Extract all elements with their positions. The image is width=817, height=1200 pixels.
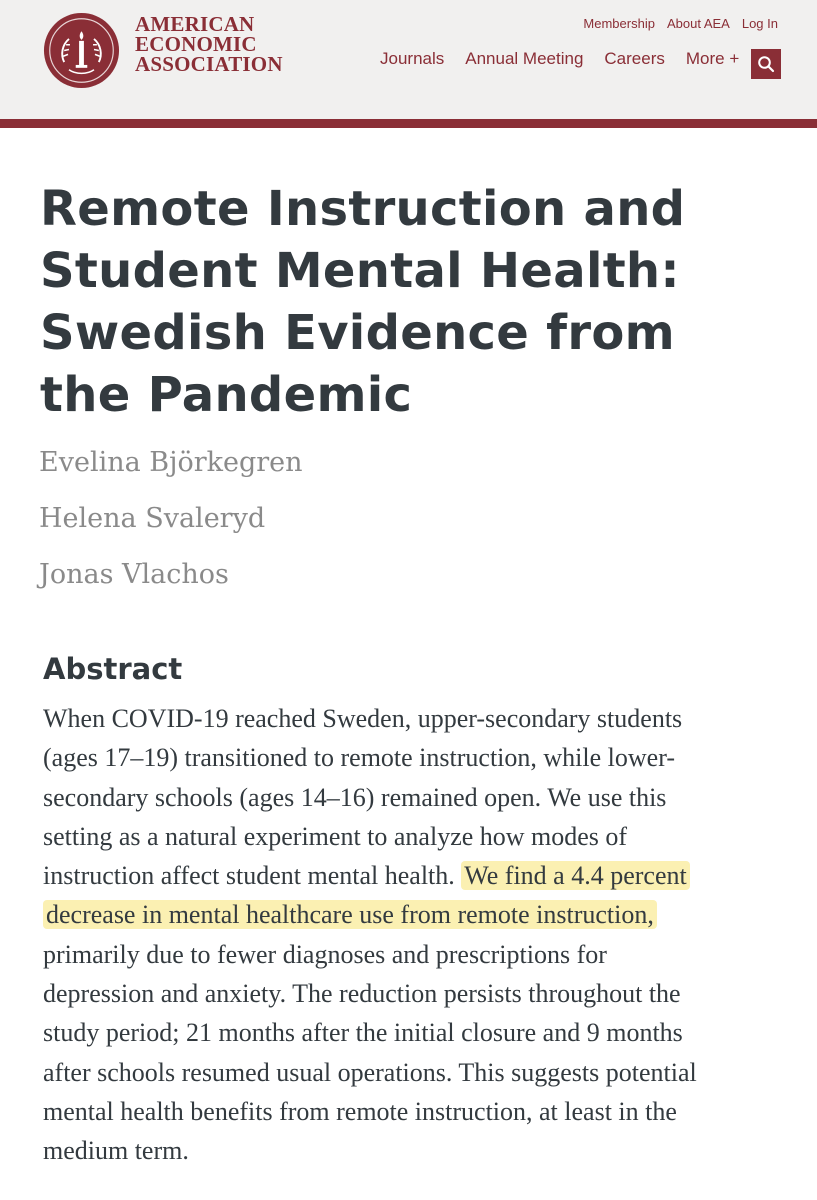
abstract-line-text: instruction affect student mental health. — [43, 861, 455, 891]
abstract-line: medium term. — [43, 1136, 189, 1166]
nav-annual-meeting[interactable]: Annual Meeting — [465, 49, 584, 68]
org-name-line-1: AMERICAN — [135, 12, 255, 36]
abstract-line: primarily due to fewer diagnoses and prescriptions for — [43, 939, 607, 969]
nav-journals[interactable]: Journals — [380, 49, 445, 68]
author-name[interactable]: Evelina Björkegren — [39, 447, 303, 478]
abstract-line: secondary schools (ages 14–16) remained open. We use this — [43, 782, 667, 812]
abstract-line: mental health benefits from remote instruction, at least in the — [43, 1096, 677, 1126]
utility-nav — [583, 16, 778, 31]
highlighted-finding: decrease in mental healthcare use from remote instruction, — [43, 900, 657, 929]
abstract-heading: Abstract — [43, 652, 183, 686]
search-icon — [757, 55, 775, 73]
org-name-line-3: ASSOCIATION — [135, 52, 283, 76]
abstract-line — [43, 856, 808, 895]
main-nav — [380, 49, 739, 69]
highlighted-finding: We find a 4.4 percent — [461, 861, 689, 890]
org-name[interactable] — [135, 14, 283, 74]
membership-link[interactable]: Membership — [583, 16, 655, 31]
abstract-line: setting as a natural experiment to analyze how modes of — [43, 821, 628, 851]
aea-seal-logo[interactable] — [43, 12, 120, 89]
author-name[interactable]: Jonas Vlachos — [39, 559, 229, 590]
author-name[interactable]: Helena Svaleryd — [39, 503, 266, 534]
abstract-line: (ages 17–19) transitioned to remote instruction, while lower- — [43, 743, 675, 773]
abstract-line: When COVID-19 reached Sweden, upper-secondary students — [43, 704, 683, 733]
header-divider — [0, 119, 817, 128]
abstract-line: after schools resumed usual operations. This suggests potential — [43, 1057, 697, 1087]
abstract-line: depression and anxiety. The reduction persists throughout the — [43, 979, 681, 1009]
article-title: Remote Instruction and Student Mental Health: Swedish Evidence from the Pandemic — [40, 181, 686, 423]
site-header — [0, 0, 817, 119]
abstract-text — [43, 699, 808, 1171]
org-name-line-2: ECONOMIC — [135, 32, 257, 56]
author-list — [39, 443, 303, 611]
abstract-line — [43, 895, 808, 934]
about-aea-link[interactable]: About AEA — [666, 16, 730, 31]
nav-more[interactable]: More + — [685, 49, 740, 68]
search-button[interactable] — [751, 49, 781, 79]
abstract-line: study period; 21 months after the initial closure and 9 months — [43, 1018, 683, 1048]
nav-careers[interactable]: Careers — [604, 49, 665, 68]
log-in-link[interactable]: Log In — [741, 16, 778, 31]
